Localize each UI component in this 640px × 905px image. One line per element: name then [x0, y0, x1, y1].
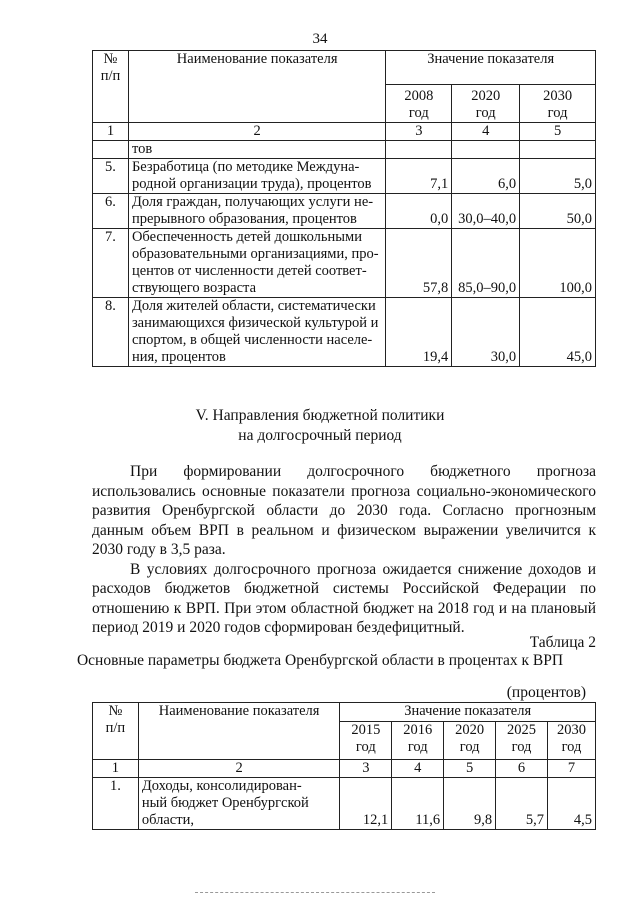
table-units: (процентов) — [506, 684, 586, 701]
header-num: № п/п — [93, 51, 129, 123]
index-cell: 4 — [392, 760, 444, 778]
row-value: 30,0–40,0 — [452, 194, 520, 229]
row-value: 57,8 — [386, 229, 452, 298]
body-text — [92, 462, 596, 638]
row-value: 6,0 — [452, 159, 520, 194]
page-number: 34 — [312, 31, 328, 47]
index-cell: 3 — [340, 760, 392, 778]
row-num: 5. — [93, 159, 129, 194]
header-year: 2008 год — [386, 85, 452, 123]
row-value: 30,0 — [452, 298, 520, 367]
row-value: 12,1 — [340, 778, 392, 830]
index-cell: 3 — [386, 123, 452, 141]
row-name: Безработица (по методике Междуна- родной организации труда), процентов — [128, 159, 385, 194]
row-value: 4,5 — [548, 778, 596, 830]
row-value: 19,4 — [386, 298, 452, 367]
table-row — [93, 298, 596, 367]
row-value: 9,8 — [444, 778, 496, 830]
index-cell: 4 — [452, 123, 520, 141]
header-year: 2015 год — [340, 722, 392, 760]
row-name: Доля жителей области, систематически занимающихся физической культурой и спортом, в общей численности населе- ния, процентов — [128, 298, 385, 367]
page-footer-divider — [195, 892, 435, 893]
table-row — [93, 229, 596, 298]
row-value: 5,7 — [496, 778, 548, 830]
header-year: 2030 год — [548, 722, 596, 760]
paragraph: В условиях долгосрочного прогноза ожидается снижение доходов и расходов бюджетов бюджетной системы Российской Федерации по отношению к ВРП. При этом областной бюджет на 2018 год и на плановый период 2019 и 2020 годов сформирован бездефицитный. — [92, 560, 596, 636]
row-num: 8. — [93, 298, 129, 367]
header-year: 2020 год — [444, 722, 496, 760]
budget-parameters-table — [92, 702, 596, 830]
table-row — [93, 194, 596, 229]
row-value: 45,0 — [520, 298, 596, 367]
index-cell: 6 — [496, 760, 548, 778]
header-num: № п/п — [93, 703, 139, 760]
indicators-table — [92, 50, 596, 367]
row-name: Доходы, консолидирован- ный бюджет Оренбургской области, — [138, 778, 340, 830]
row-value: 5,0 — [520, 159, 596, 194]
header-value: Значение показателя — [386, 51, 596, 85]
row-value: 100,0 — [520, 229, 596, 298]
section-title-line1: V. Направления бюджетной политики — [195, 407, 445, 424]
index-cell: 1 — [93, 760, 139, 778]
header-name: Наименование показателя — [128, 51, 385, 123]
header-year: 2030 год — [520, 85, 596, 123]
row-name: Обеспеченность детей дошкольными образовательными организациями, про- центов от численности детей соответ- ствующего возраста — [128, 229, 385, 298]
index-cell: 2 — [128, 123, 385, 141]
index-cell: 2 — [138, 760, 340, 778]
row-num: 7. — [93, 229, 129, 298]
paragraph: При формировании долгосрочного бюджетного прогноза использовались основные показатели прогноза социально-экономического развития Оренбургской области до 2030 года. Согласно прогнозным данным объем ВРП в реальном и физическом выражении увеличится к 2030 году в 3,5 раза. — [92, 463, 596, 558]
table-caption: Таблица 2 — [529, 634, 596, 651]
index-cell: 7 — [548, 760, 596, 778]
header-year: 2020 год — [452, 85, 520, 123]
row-num: 6. — [93, 194, 129, 229]
row-value: 11,6 — [392, 778, 444, 830]
index-cell: 5 — [520, 123, 596, 141]
table-row — [93, 159, 596, 194]
table-row — [93, 778, 596, 830]
header-year: 2016 год — [392, 722, 444, 760]
table-title: Основные параметры бюджета Оренбургской области в процентах к ВРП — [76, 652, 564, 669]
header-year: 2025 год — [496, 722, 548, 760]
index-cell: 1 — [93, 123, 129, 141]
header-name: Наименование показателя — [138, 703, 340, 760]
row-name: Доля граждан, получающих услуги не- прерывного образования, процентов — [128, 194, 385, 229]
row-value: 0,0 — [386, 194, 452, 229]
row-value: 50,0 — [520, 194, 596, 229]
row-num: 1. — [93, 778, 139, 830]
continuation-text: тов — [128, 141, 385, 159]
row-value: 85,0–90,0 — [452, 229, 520, 298]
header-value: Значение показателя — [340, 703, 596, 722]
index-cell: 5 — [444, 760, 496, 778]
section-title-line2: на долгосрочный период — [238, 427, 402, 444]
row-value: 7,1 — [386, 159, 452, 194]
